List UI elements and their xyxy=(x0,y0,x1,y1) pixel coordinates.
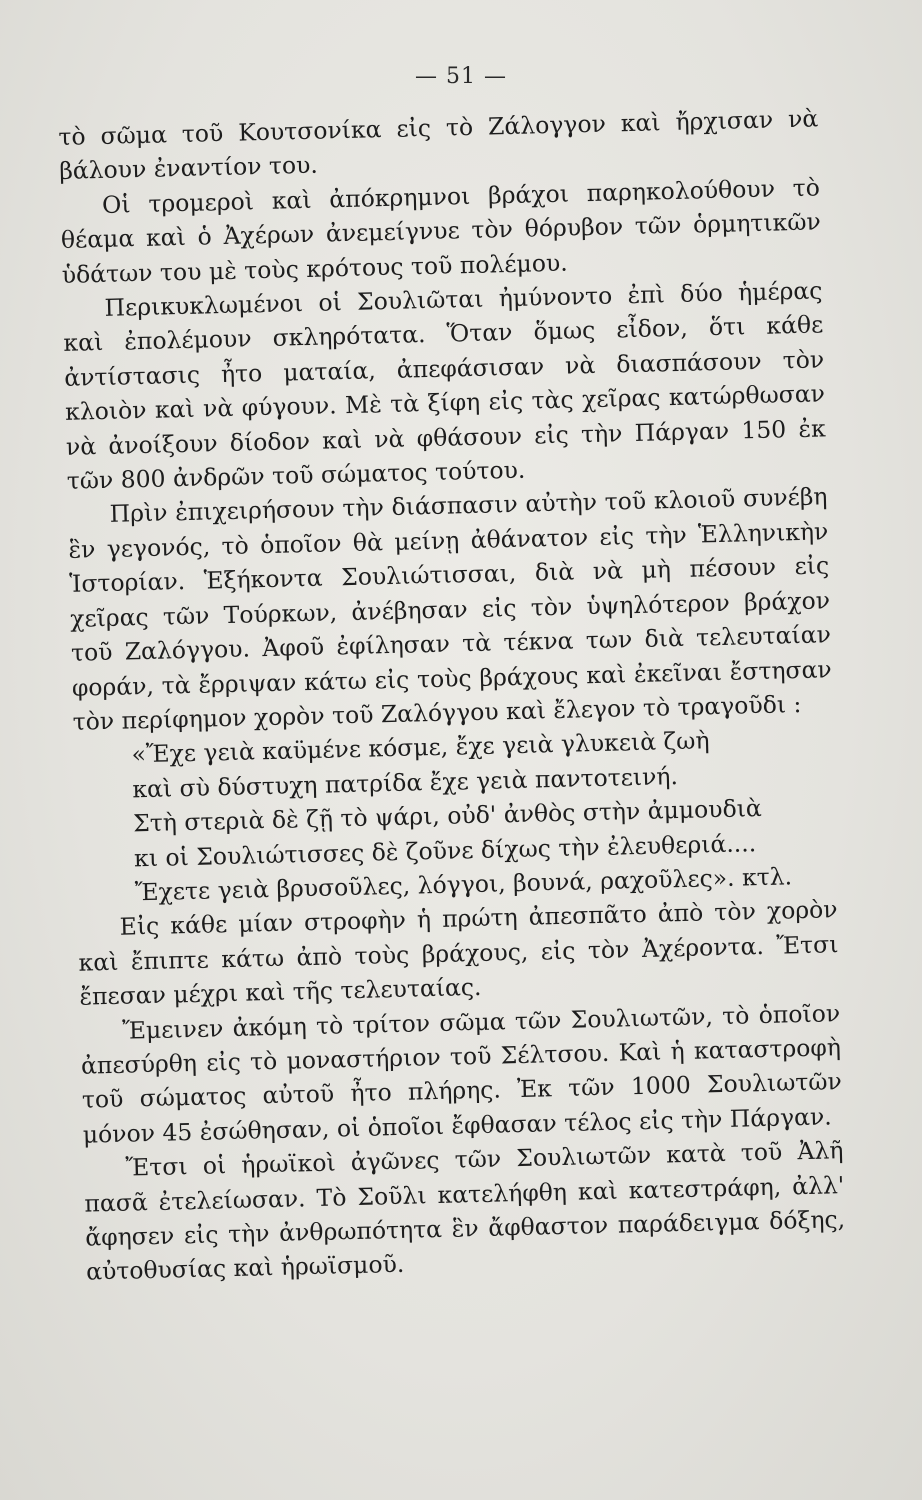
body-text xyxy=(58,101,846,1289)
song-line-1: «Ἔχε γειὰ καϋμένε κόσμε, ἔχε γειὰ γλυκειὰ ζωὴ xyxy=(131,726,710,769)
paragraph-2: Οἱ τρομεροὶ καὶ ἀπόκρημνοι βράχοι παρηκολούθουν τὸ θέαμα καὶ ὁ Ἀχέρων ἀνεμείγνυε τὸν θόρυβον τῶν ὁρμητικῶν ὑδάτων του μὲ τοὺς κρότους τοῦ πολέμου. xyxy=(60,173,822,289)
page-number: — 51 — xyxy=(415,64,507,89)
paragraph-4: Πρὶν ἐπιχειρήσουν τὴν διάσπασιν αὐτὴν τοῦ κλοιοῦ συνέβη ἓν γεγονός, τὸ ὁποῖον θὰ μείνῃ ἀθάνατον εἰς τὴν Ἑλληνικὴν Ἱστορίαν. Ἑξήκοντα Σουλιώτισσαι, διὰ νὰ μὴ πέσουν εἰς χεῖρας τῶν Τούρκων, ἀνέβησαν εἰς τὸν ὑψηλότερον βράχον τοῦ Ζαλόγγου. Ἀφοῦ ἐφίλησαν τὰ τέκνα των διὰ τελευταίαν φοράν, τὰ ἔρριψαν κάτω εἰς τοὺς βράχους καὶ ἐκεῖναι ἔστησαν τὸν περίφημον χορὸν τοῦ Ζαλόγγου καὶ ἔλεγον τὸ τραγοῦδι : xyxy=(68,482,832,736)
paragraph-3: Περικυκλωμένοι οἱ Σουλιῶται ἠμύνοντο ἐπὶ δύο ἡμέρας καὶ ἐπολέμουν σκληρότατα. Ὅταν ὅμως εἶδον, ὅτι κάθε ἀντίστασις ἦτο ματαία, ἀπεφάσισαν νὰ διασπάσουν τὸν κλοιὸν καὶ νὰ φύγουν. Μὲ τὰ ξίφη εἰς τὰς χεῖρας κατώρθωσαν νὰ ἀνοίξουν δίοδον καὶ νὰ φθάσουν εἰς τὴν Πάργαν 150 ἐκ τῶν 800 ἀνδρῶν τοῦ σώματος τούτου. xyxy=(63,276,827,495)
paragraph-6: Ἔμεινεν ἀκόμη τὸ τρίτον σῶμα τῶν Σουλιωτῶν, τὸ ὁποῖον ἀπεσύρθη εἰς τὸ μοναστήριον τοῦ Σέλτσου. Καὶ ἡ καταστροφὴ τοῦ σώματος αὐτοῦ ἦτο πλήρης. Ἐκ τῶν 1000 Σουλιωτῶν μόνον 45 ἐσώθησαν, οἱ ὁποῖοι ἔφθασαν τέλος εἰς τὴν Πάργαν. xyxy=(80,998,843,1149)
song-verses xyxy=(73,721,837,912)
song-line-2: καὶ σὺ δύστυχη πατρίδα ἔχε γειὰ παντοτεινή. xyxy=(132,761,679,804)
song-line-5: Ἔχετε γειὰ βρυσοῦλες, λόγγοι, βουνά, ραχοῦλες». κτλ. xyxy=(134,862,793,907)
song-line-3: Στὴ στεριὰ δὲ ζῇ τὸ ψάρι, οὐδ' ἀνθὸς στὴν ἀμμουδιὰ xyxy=(132,794,763,838)
paragraph-1: τὸ σῶμα τοῦ Κουτσονίκα εἰς τὸ Ζάλογγον καὶ ἤρχισαν νὰ βάλουν ἐναντίον του. xyxy=(58,104,819,186)
paragraph-5: Εἰς κάθε μίαν στροφὴν ἡ πρώτη ἀπεσπᾶτο ἀπὸ τὸν χορὸν καὶ ἔπιπτε κάτω ἀπὸ τοὺς βράχους, εἰς τὸν Ἀχέροντα. Ἔτσι ἔπεσαν μέχρι καὶ τῆς τελευταίας. xyxy=(78,895,839,1011)
paragraph-7: Ἔτσι οἱ ἡρωϊκοὶ ἀγῶνες τῶν Σουλιωτῶν κατὰ τοῦ Ἀλῆ πασᾶ ἐτελείωσαν. Τὸ Σοῦλι κατελήφθη καὶ κατεστράφη, ἀλλ' ἄφησεν εἰς τὴν ἀνθρωπότητα ἓν ἄφθαστον παράδειγμα δόξης, αὐτοθυσίας καὶ ἡρωϊσμοῦ. xyxy=(84,1136,846,1287)
song-line-4: κι οἱ Σουλιώτισσες δὲ ζοῦνε δίχως τὴν ἐλευθεριά.... xyxy=(133,828,757,872)
